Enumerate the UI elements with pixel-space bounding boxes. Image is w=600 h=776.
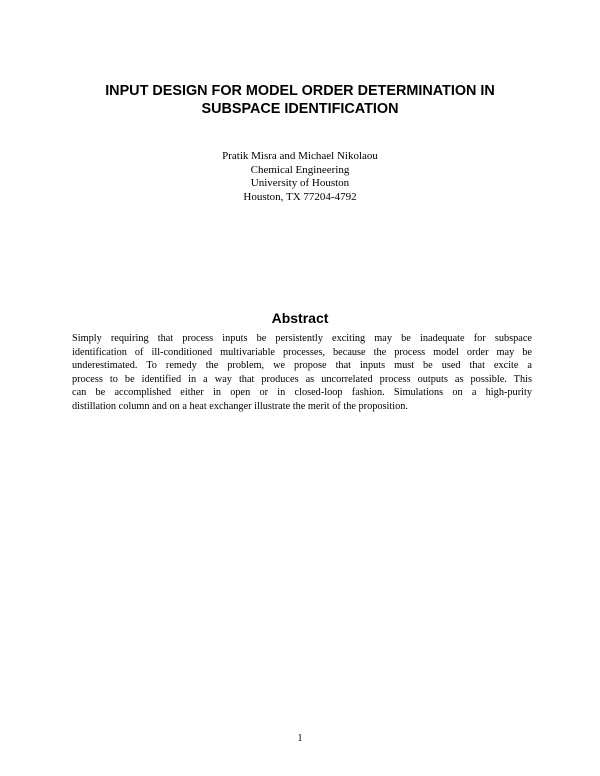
author-address: Houston, TX 77204-4792 <box>243 190 357 203</box>
abstract-heading: Abstract <box>271 310 329 326</box>
abstract-line: can be accomplished either in open or in closed-loop fashion. Simulations on a high-purity <box>72 387 532 398</box>
author-block <box>150 150 450 204</box>
abstract-line: process to be identified in a way that produces as uncorrelated process outputs as possible. This <box>72 373 532 385</box>
abstract-line: underestimated. To remedy the problem, we propose that inputs must be used that excite a <box>72 360 532 371</box>
paper-title-line: INPUT DESIGN FOR MODEL ORDER DETERMINATION IN <box>105 83 495 99</box>
abstract-line: distillation column and on a heat exchanger illustrate the merit of the proposition. <box>72 400 408 412</box>
abstract-line: identification of ill-conditioned multivariable processes, because the process model order may be <box>72 346 532 358</box>
author-names: Pratik Misra and Michael Nikolaou <box>222 150 378 162</box>
paper-title <box>60 82 540 118</box>
abstract-body <box>72 332 532 413</box>
abstract-line: Simply requiring that process inputs be persistently exciting may be inadequate for subspace <box>72 333 532 344</box>
paper-title-line: SUBSPACE IDENTIFICATION <box>201 101 399 117</box>
author-department: Chemical Engineering <box>250 163 350 176</box>
author-institution: University of Houston <box>250 177 350 189</box>
page-number: 1 <box>297 733 303 744</box>
